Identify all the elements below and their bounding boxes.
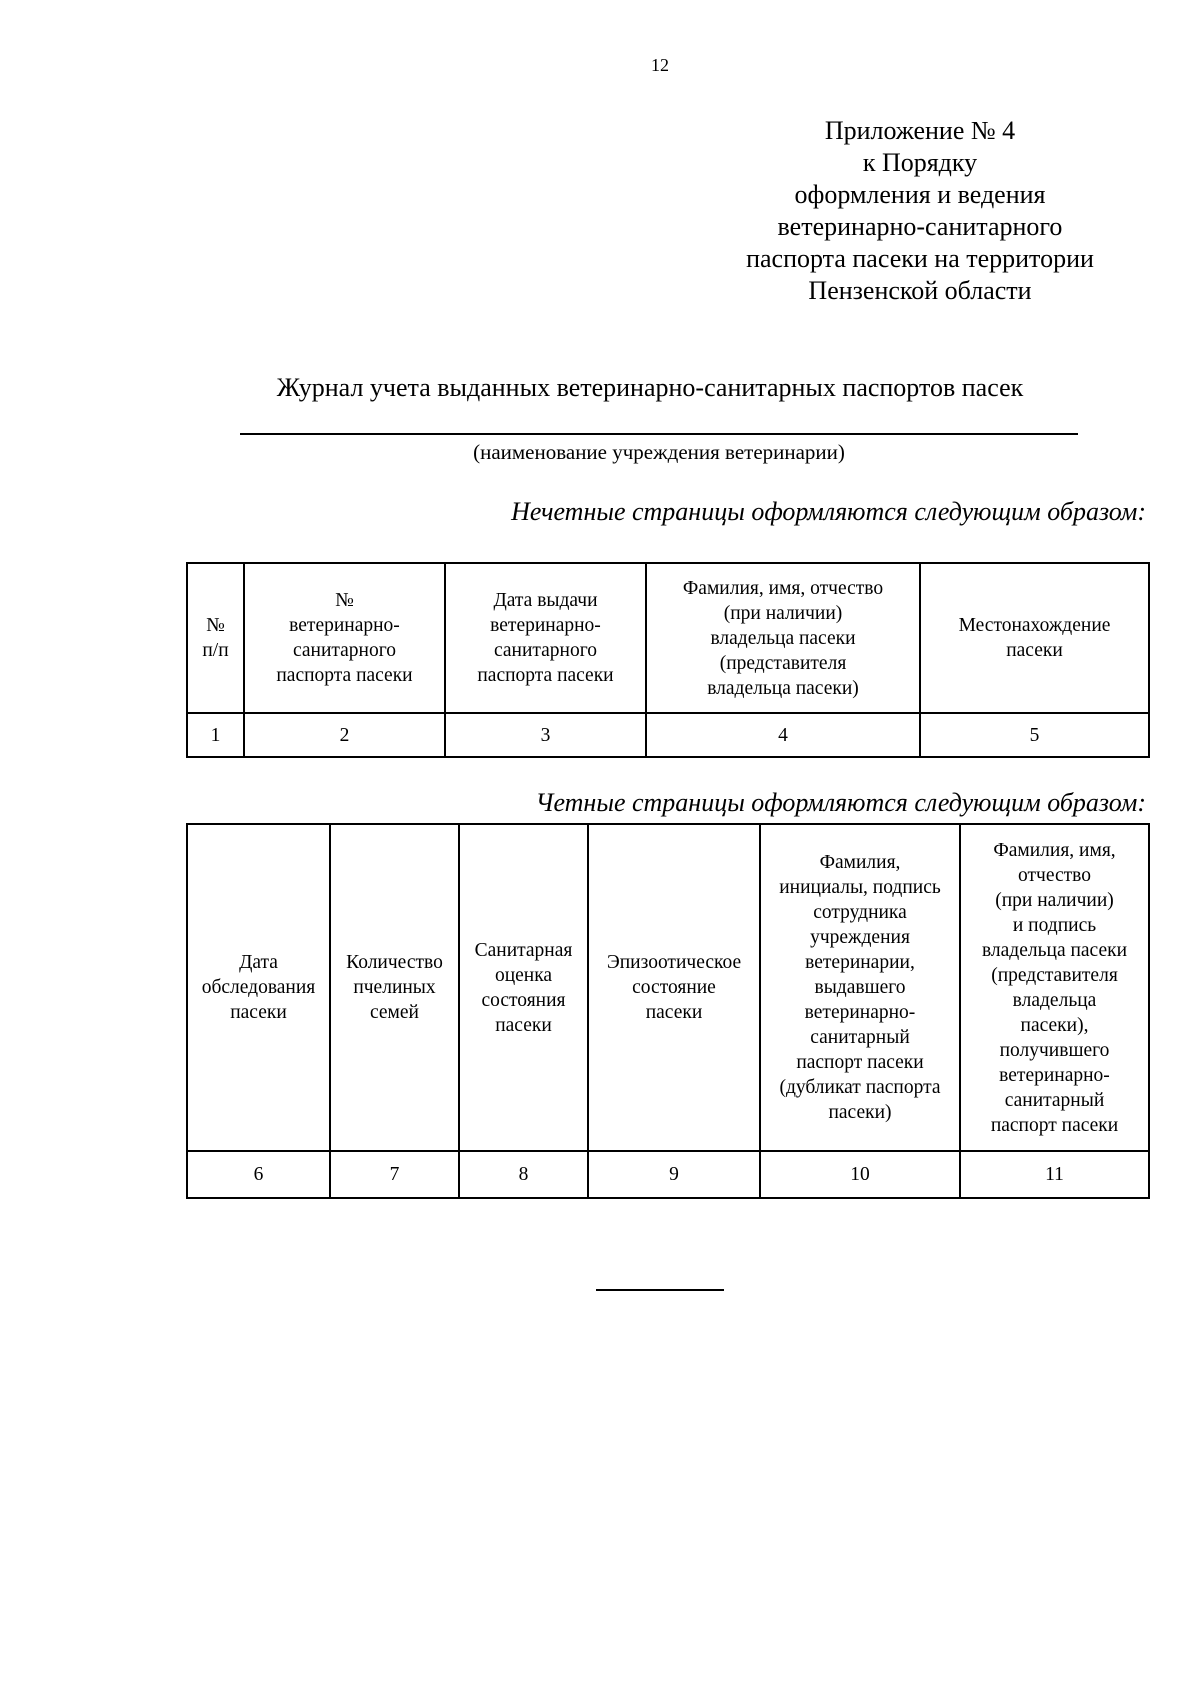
column-number-cell: 7 [330, 1151, 459, 1198]
odd-pages-table [186, 562, 1150, 758]
end-of-document-line [596, 1289, 724, 1291]
institution-underline [240, 433, 1078, 435]
appendix-line: Пензенской области [808, 276, 1032, 305]
column-number-cell: 1 [187, 713, 244, 757]
institution-caption: (наименование учреждения ветеринарии) [473, 440, 845, 464]
header-cell-apiary-location: Местонахождение пасеки [920, 563, 1149, 713]
header-cell-vet-employee: Фамилия, инициалы, подпись сотрудника учреждения ветеринарии, выдавшего ветеринарно- санитарный паспорт пасеки (дубликат паспорта пасеки) [760, 824, 960, 1151]
header-cell-owner-signature: Фамилия, имя, отчество (при наличии) и подпись владельца пасеки (представителя владельца пасеки), получившего ветеринарно- санитарный паспорт пасеки [960, 824, 1149, 1151]
column-number-cell: 9 [588, 1151, 760, 1198]
appendix-line: Приложение № 4 [824, 116, 1016, 145]
table-header-row [187, 824, 1149, 1151]
table-header-row [187, 563, 1149, 713]
appendix-line: ветеринарно-санитарного [777, 212, 1063, 241]
column-number-cell: 5 [920, 713, 1149, 757]
column-number-row [187, 713, 1149, 757]
page-number: 12 [651, 55, 669, 75]
column-number-cell: 6 [187, 1151, 330, 1198]
appendix-line: паспорта пасеки на территории [746, 244, 1094, 273]
odd-pages-caption: Нечетные страницы оформляются следующим образом: [511, 497, 1146, 526]
column-number-row [187, 1151, 1149, 1198]
column-number-cell: 3 [445, 713, 646, 757]
column-number-cell: 10 [760, 1151, 960, 1198]
even-pages-caption: Четные страницы оформляются следующим образом: [535, 788, 1146, 817]
header-cell-owner-name: Фамилия, имя, отчество (при наличии) владельца пасеки (представителя владельца пасеки) [646, 563, 920, 713]
header-cell-passport-number: № ветеринарно- санитарного паспорта пасеки [244, 563, 445, 713]
column-number-cell: 4 [646, 713, 920, 757]
header-cell-row-number: № п/п [187, 563, 244, 713]
header-cell-issue-date: Дата выдачи ветеринарно- санитарного паспорта пасеки [445, 563, 646, 713]
appendix-line: к Порядку [862, 148, 978, 177]
even-pages-table [186, 823, 1150, 1199]
column-number-cell: 11 [960, 1151, 1149, 1198]
appendix-header [710, 115, 1130, 307]
header-cell-bee-colonies: Количество пчелиных семей [330, 824, 459, 1151]
header-cell-sanitary-assessment: Санитарная оценка состояния пасеки [459, 824, 588, 1151]
header-cell-inspection-date: Дата обследования пасеки [187, 824, 330, 1151]
column-number-cell: 2 [244, 713, 445, 757]
appendix-line: оформления и ведения [794, 180, 1046, 209]
column-number-cell: 8 [459, 1151, 588, 1198]
header-cell-epizootic-status: Эпизоотическое состояние пасеки [588, 824, 760, 1151]
journal-title: Журнал учета выданных ветеринарно-санитарных паспортов пасек [276, 373, 1024, 402]
